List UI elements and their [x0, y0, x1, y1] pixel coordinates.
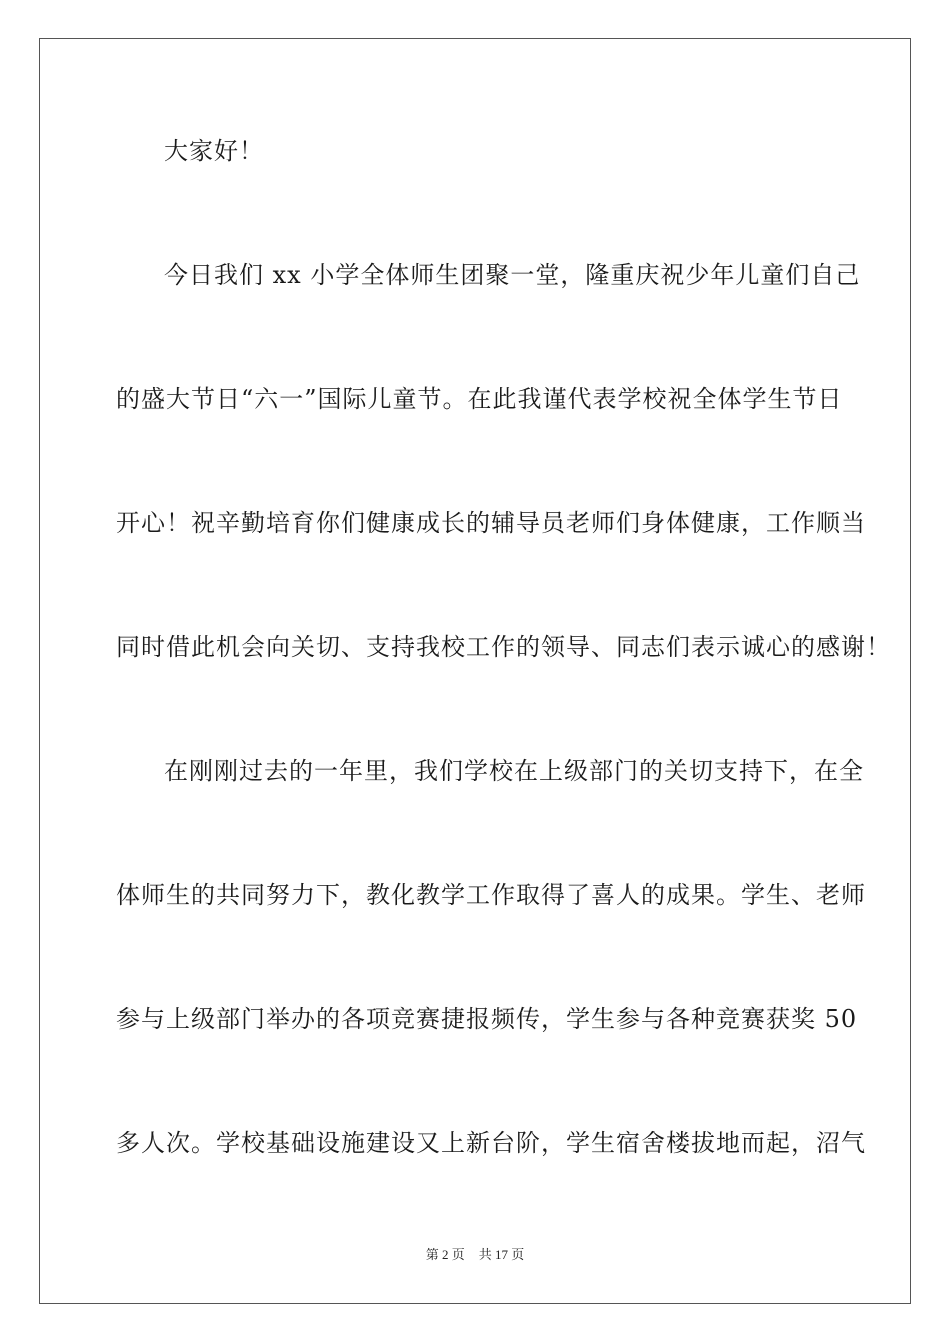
paragraph-line-1: 今日我们 xx 小学全体师生团聚一堂，隆重庆祝少年儿童们自己: [164, 261, 861, 289]
page-footer: [0, 1246, 950, 1264]
paragraph-line-8: 多人次。学校基础设施建设又上新台阶，学生宿舍楼拔地而起，沼气: [116, 1129, 866, 1157]
paragraph-line-6: 体师生的共同努力下，教化教学工作取得了喜人的成果。学生、老师: [116, 881, 866, 909]
page-total: 共 17 页: [478, 1247, 525, 1262]
paragraph-line-7: 参与上级部门举办的各项竞赛捷报频传，学生参与各种竞赛获奖 50: [116, 1005, 858, 1033]
paragraph-line-5: 在刚刚过去的一年里，我们学校在上级部门的关切支持下，在全: [164, 757, 864, 785]
paragraph-line-3: 开心！祝辛勤培育你们健康成长的辅导员老师们身体健康，工作顺当: [116, 509, 866, 537]
page-number: 第 2 页: [425, 1247, 465, 1262]
paragraph-line-4: 同时借此机会向关切、支持我校工作的领导、同志们表示诚心的感谢！: [116, 633, 891, 661]
page-border: [39, 38, 911, 1304]
paragraph-line-2: 的盛大节日“六一”国际儿童节。在此我谨代表学校祝全体学生节日: [116, 385, 843, 413]
greeting-line: 大家好！: [164, 137, 264, 165]
